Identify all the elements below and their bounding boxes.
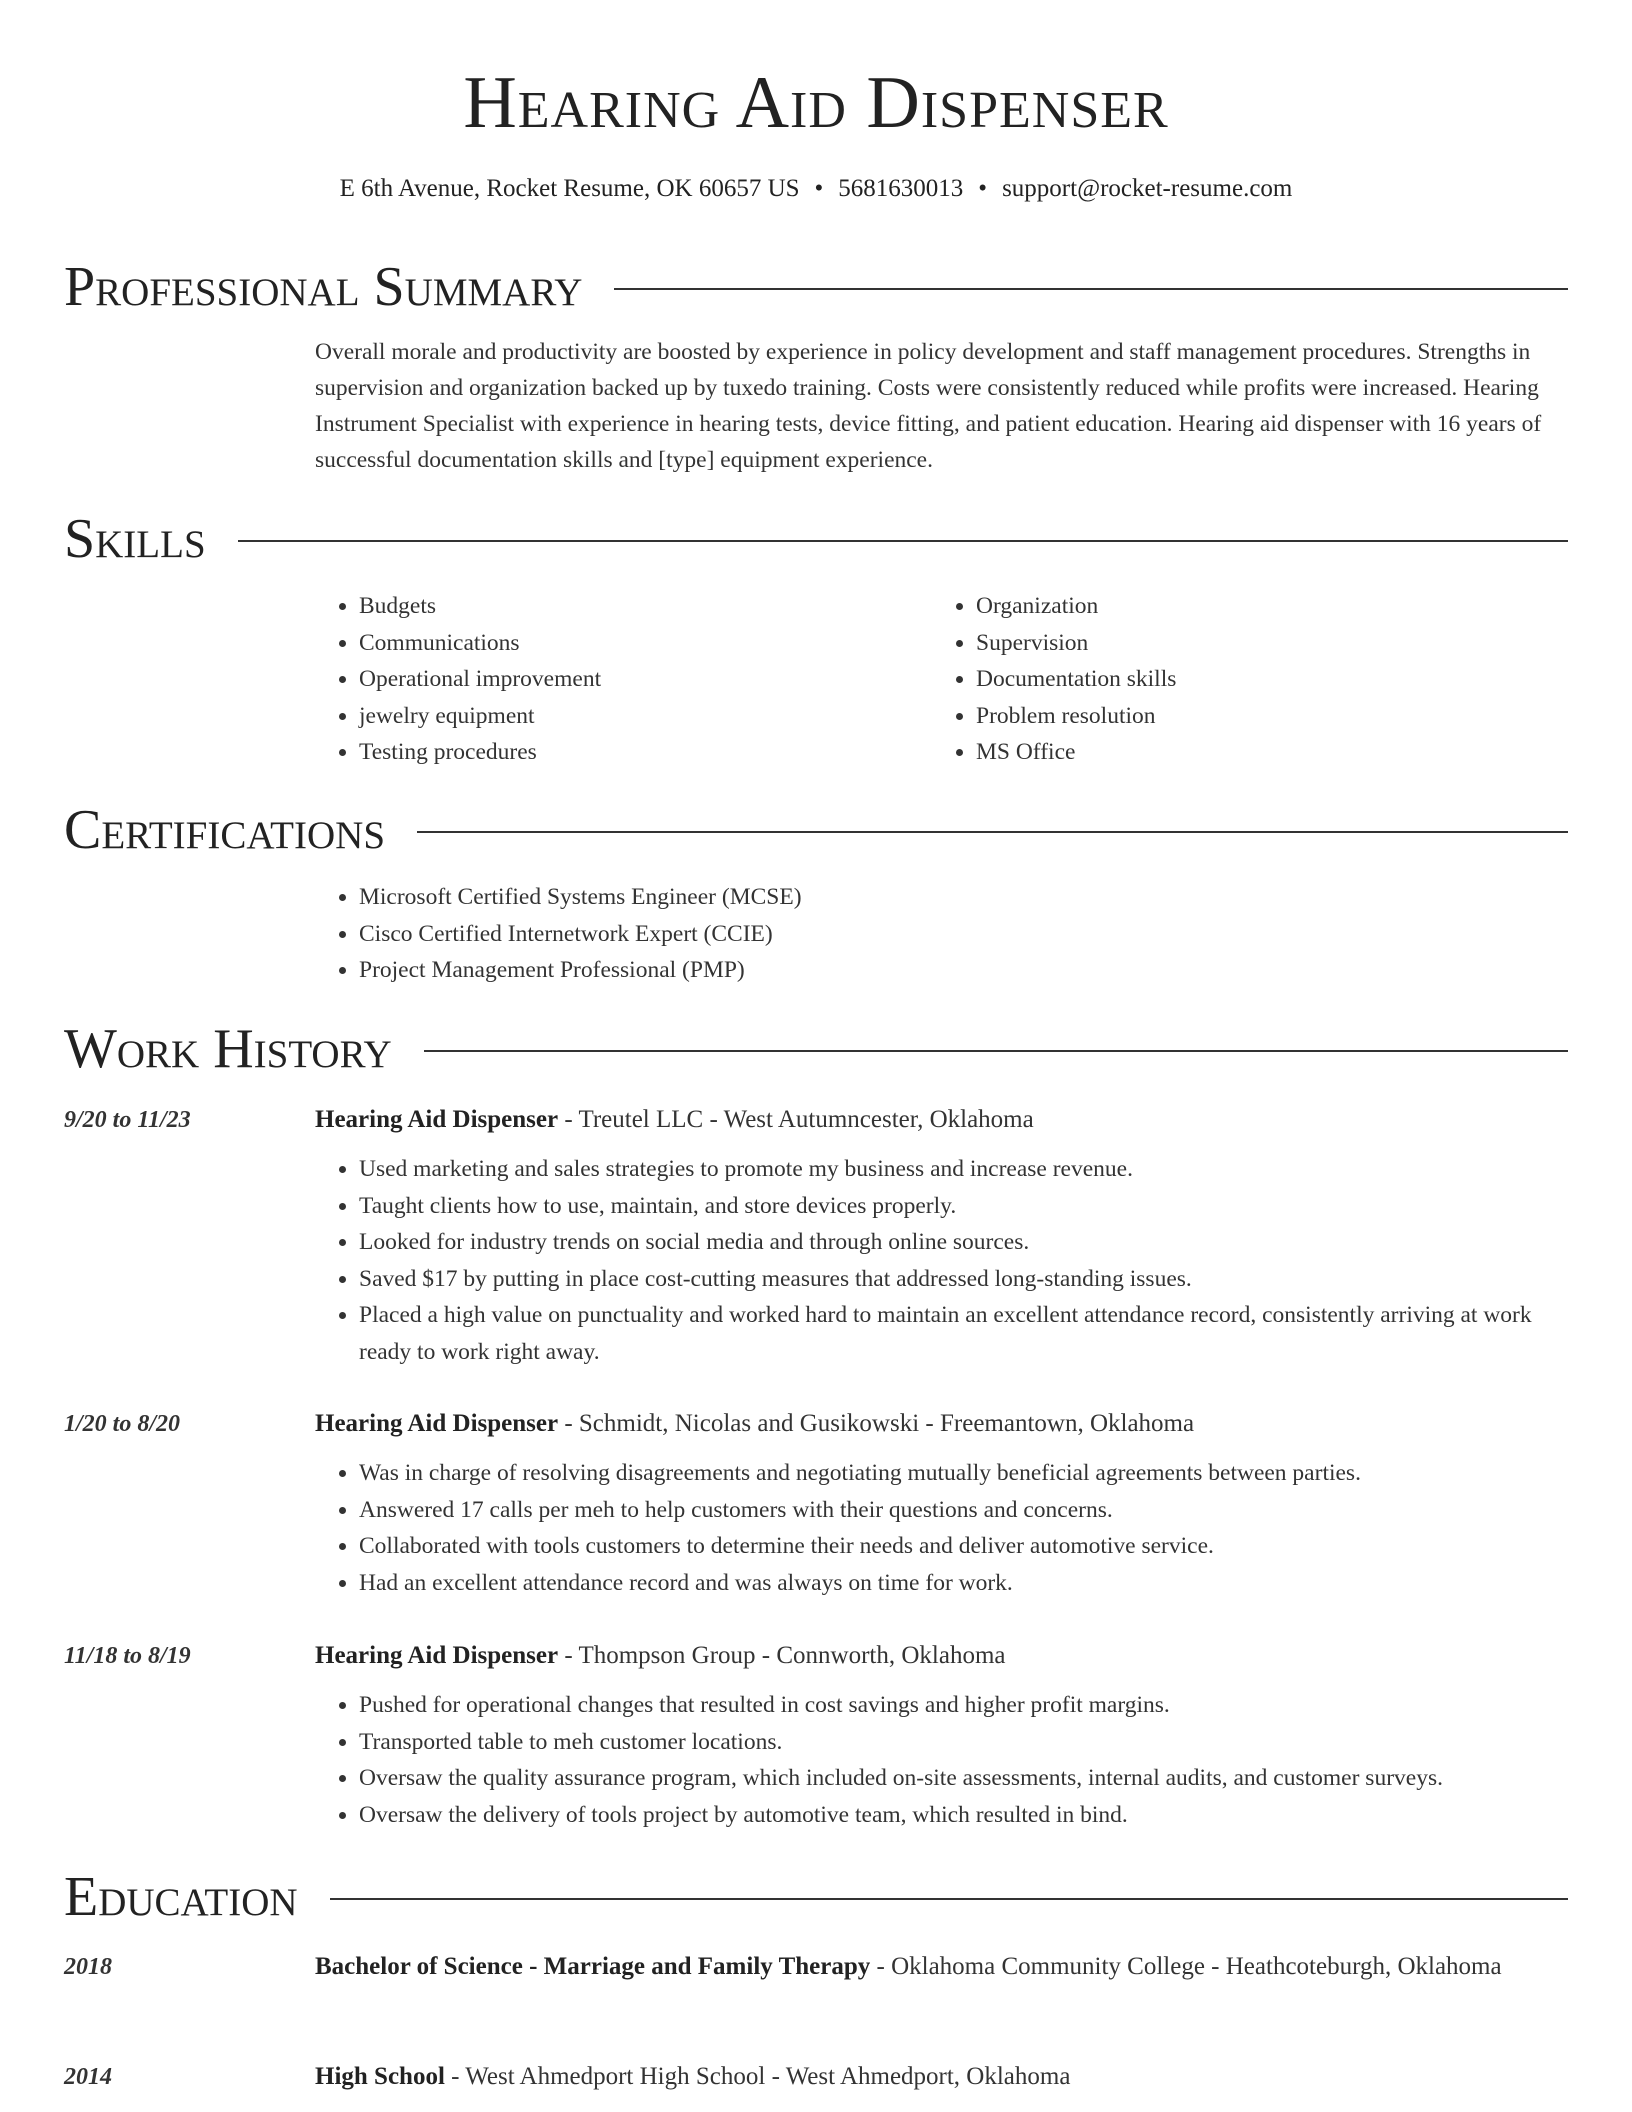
certifications-title: Certifications [64,799,386,861]
section-divider [424,1050,1568,1052]
certification-item: • Cisco Certified Internetwork Expert (CCIE) [359,916,1568,953]
contact-separator: • [814,175,824,202]
job-title: Hearing Aid Dispenser [315,1106,559,1133]
job-bullet: • Collaborated with tools customers to determine their needs and deliver automotive service. [359,1528,1568,1565]
job-details: - Thompson Group - Connworth, Oklahoma [558,1642,1006,1669]
skill-item: • MS Office [976,734,1549,771]
job-heading [315,1101,1568,1139]
education-heading [315,1948,1568,1986]
education-degree: High School [315,2063,445,2090]
summary-section [315,334,1568,478]
education-year: 2014 [64,2064,112,2090]
job-bullet: • Looked for industry trends on social media and through online sources. [359,1224,1568,1261]
education-details: - Oklahoma Community College - Heathcoteburgh, Oklahoma [870,1953,1502,1980]
skill-item: • Documentation skills [976,661,1549,698]
job-bullet: • Saved $17 by putting in place cost-cutting measures that addressed long-standing issues. [359,1261,1568,1298]
job-heading [315,1637,1568,1675]
skills-column-right [932,588,1549,771]
job-bullet: • Answered 17 calls per meh to help customers with their questions and concerns. [359,1492,1568,1529]
job-entry [315,1101,1568,1370]
skill-item: • jewelry equipment [359,698,932,735]
job-bullet: • Pushed for operational changes that resulted in cost savings and higher profit margins. [359,1687,1568,1724]
education-heading [315,2058,1568,2096]
education-entry [315,1948,1568,1986]
contact-separator: • [978,175,988,202]
education-entry [315,2058,1568,2096]
job-bullet: • Oversaw the delivery of tools project by automotive team, which resulted in bind. [359,1797,1568,1834]
job-details: - Treutel LLC - West Autumncester, Oklahoma [558,1106,1034,1133]
certifications-section-header [64,795,1568,865]
resume-name: Hearing Aid Dispenser [463,62,1169,144]
skill-item: • Testing procedures [359,734,932,771]
job-bullet: • Transported table to meh customer locations. [359,1724,1568,1761]
section-divider [614,288,1568,290]
section-divider [417,831,1568,833]
skill-item: • Communications [359,625,932,662]
contact-phone: 5681630013 [838,175,964,202]
job-title: Hearing Aid Dispenser [315,1410,559,1437]
summary-section-header [64,252,1568,322]
skills-title: Skills [64,508,206,570]
job-bullet: • Used marketing and sales strategies to promote my business and increase revenue. [359,1151,1568,1188]
contact-address: E 6th Avenue, Rocket Resume, OK 60657 US [339,175,800,202]
work-section-header [64,1014,1568,1084]
education-details: - West Ahmedport High School - West Ahmedport, Oklahoma [444,2063,1071,2090]
skill-item: • Budgets [359,588,932,625]
summary-text: Overall morale and productivity are boosted by experience in policy development and staff management procedures. Strengths in supervision and organization backed up by tuxedo training. Costs were consistently reduced while profits were increased. Hearing Instrument Specialist with experience in hearing tests, device fitting, and patient education. Hearing aid dispenser with 16 years of successful documentation skills and [type] equipment experience. [315,339,1542,473]
job-entry [315,1637,1568,1833]
job-entry [315,1405,1568,1601]
skills-section [315,588,1568,771]
job-dates: 9/20 to 11/23 [64,1107,191,1133]
skill-item: • Organization [976,588,1549,625]
education-title: Education [64,1866,298,1928]
contact-line [0,172,1632,206]
summary-title: Professional Summary [64,256,583,318]
job-bullet: • Oversaw the quality assurance program, which included on-site assessments, internal audits, and customer surveys. [359,1760,1568,1797]
certifications-section [315,879,1568,989]
skills-column-left [315,588,932,771]
certification-item: • Microsoft Certified Systems Engineer (MCSE) [359,879,1568,916]
section-divider [238,540,1568,542]
skill-item: • Problem resolution [976,698,1549,735]
education-section-header [64,1862,1568,1932]
job-title: Hearing Aid Dispenser [315,1642,559,1669]
job-bullet: • Taught clients how to use, maintain, and store devices properly. [359,1188,1568,1225]
skill-item: • Supervision [976,625,1549,662]
skills-section-header [64,504,1568,574]
certification-item: • Project Management Professional (PMP) [359,952,1568,989]
job-bullet: • Placed a high value on punctuality and worked hard to maintain an excellent attendance record, consistently arriving at work ready to work right away. [359,1297,1568,1370]
education-year: 2018 [64,1954,112,1980]
job-heading [315,1405,1568,1443]
education-degree: Bachelor of Science - Marriage and Family Therapy [315,1953,871,1980]
job-bullet: • Had an excellent attendance record and was always on time for work. [359,1565,1568,1602]
job-details: - Schmidt, Nicolas and Gusikowski - Freemantown, Oklahoma [558,1410,1195,1437]
contact-email[interactable]: support@rocket-resume.com [1002,175,1293,202]
job-bullet: • Was in charge of resolving disagreements and negotiating mutually beneficial agreements between parties. [359,1455,1568,1492]
section-divider [330,1898,1568,1900]
skill-item: • Operational improvement [359,661,932,698]
work-title: Work History [64,1018,392,1080]
job-dates: 1/20 to 8/20 [64,1411,181,1437]
job-dates: 11/18 to 8/19 [64,1643,191,1669]
